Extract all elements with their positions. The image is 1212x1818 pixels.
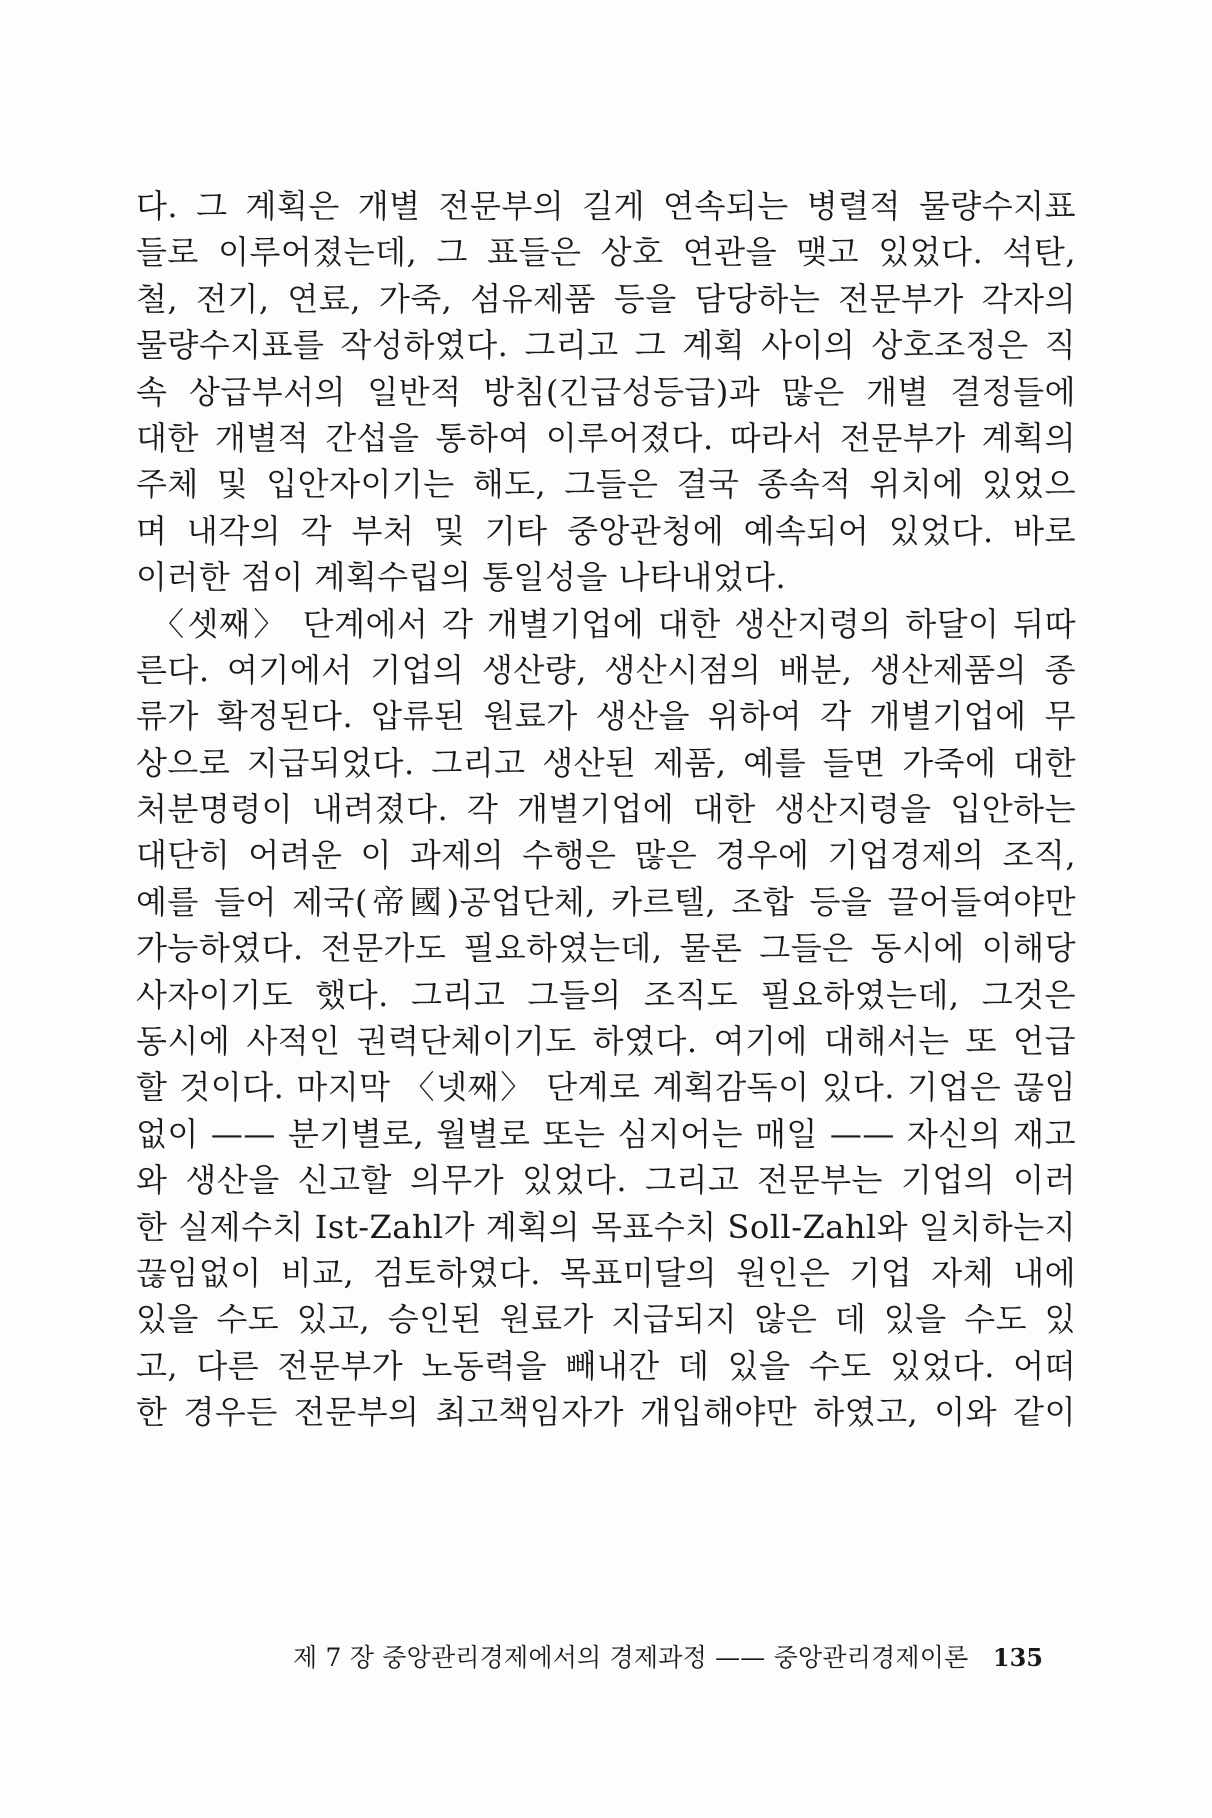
text-line: 주체 및 입안자이기는 해도, 그들은 결국 종속적 위치에 있었으 — [136, 465, 1076, 504]
text-line: 고, 다른 전문부가 노동력을 빼내간 데 있을 수도 있었다. 어떠 — [136, 1346, 1076, 1385]
text-line: 른다. 여기에서 기업의 생산량, 생산시점의 배분, 생산제품의 종 — [136, 650, 1076, 689]
text-line: 동시에 사적인 권력단체이기도 하였다. 여기에 대해서는 또 언급 — [136, 1022, 1076, 1061]
text-line: 상으로 지급되었다. 그리고 생산된 제품, 예를 들면 가죽에 대한 — [136, 743, 1076, 782]
running-head: 제 7 장 중앙관리경제에서의 경제과정 —— 중앙관리경제이론 — [293, 1643, 969, 1672]
paragraph-start-line: 〈셋째〉 단계에서 각 개별기업에 대한 생산지령의 하달이 뒤따 — [152, 604, 1076, 643]
text-line: 있을 수도 있고, 승인된 원료가 지급되지 않은 데 있을 수도 있 — [136, 1300, 1076, 1339]
page-number: 135 — [992, 1643, 1043, 1672]
page-footer — [293, 1638, 1083, 1678]
text-line: 다. 그 계획은 개별 전문부의 길게 연속되는 병렬적 물량수지표 — [136, 187, 1076, 225]
body-text — [136, 183, 1076, 1436]
text-line: 없이 —— 분기별로, 월별로 또는 심지어는 매일 —— 자신의 재고 — [136, 1114, 1076, 1153]
text-line: 가능하였다. 전문가도 필요하였는데, 물론 그들은 동시에 이해당 — [136, 929, 1076, 968]
text-line: 철, 전기, 연료, 가죽, 섬유제품 등을 담당하는 전문부가 각자의 — [136, 279, 1076, 318]
text-line: 들로 이루어졌는데, 그 표들은 상호 연관을 맺고 있었다. 석탄, — [136, 233, 1076, 272]
text-line: 사자이기도 했다. 그리고 그들의 조직도 필요하였는데, 그것은 — [136, 975, 1076, 1014]
text-line: 물량수지표를 작성하였다. 그리고 그 계획 사이의 상호조정은 직 — [136, 326, 1076, 365]
text-line: 예를 들어 제국(帝國)공업단체, 카르텔, 조합 등을 끌어들여야만 — [136, 882, 1076, 921]
text-line: 속 상급부서의 일반적 방침(긴급성등급)과 많은 개별 결정들에 — [136, 372, 1076, 411]
text-line: 할 것이다. 마지막 〈넷째〉 단계로 계획감독이 있다. 기업은 끊임 — [136, 1068, 1076, 1107]
text-line: 끊임없이 비교, 검토하였다. 목표미달의 원인은 기업 자체 내에 — [136, 1253, 1076, 1292]
text-line: 한 실제수치 Ist-Zahl가 계획의 목표수치 Soll-Zahl와 일치하는지 — [136, 1207, 1076, 1246]
text-line: 와 생산을 신고할 의무가 있었다. 그리고 전문부는 기업의 이러 — [136, 1161, 1076, 1200]
text-line: 한 경우든 전문부의 최고책임자가 개입해야만 하였고, 이와 같이 — [136, 1393, 1076, 1432]
paragraph-end-line: 이러한 점이 계획수립의 통일성을 나타내었다. — [136, 558, 787, 597]
text-line: 처분명령이 내려졌다. 각 개별기업에 대한 생산지령을 입안하는 — [136, 790, 1076, 829]
text-line: 대한 개별적 간섭을 통하여 이루어졌다. 따라서 전문부가 계획의 — [136, 418, 1076, 457]
text-line: 대단히 어려운 이 과제의 수행은 많은 경우에 기업경제의 조직, — [136, 836, 1076, 875]
text-line: 류가 확정된다. 압류된 원료가 생산을 위하여 각 개별기업에 무 — [136, 697, 1076, 736]
text-line: 며 내각의 각 부처 및 기타 중앙관청에 예속되어 있었다. 바로 — [136, 511, 1076, 550]
